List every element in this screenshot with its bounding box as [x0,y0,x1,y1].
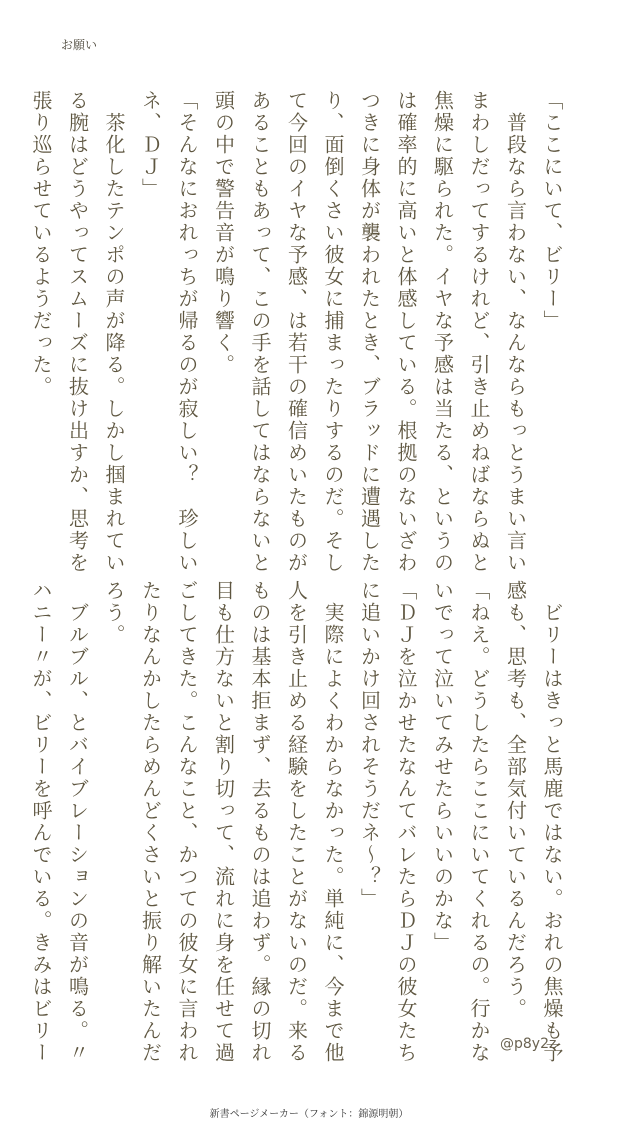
text-block-bottom: ビリーはきっと馬鹿ではない。おれの焦燥も予 感も、思考も、全部気付いているんだろう。 「ねえ。どうしたらここにいてくれるの。行かな いでって泣いてみせたらいいのかな」 「ＤＪを泣かせたなんてバレたらＤＪの彼女たち に追いかけ回されそうだネ〜？」 実際によくわからなかった。単純に、今まで他 人を引き止める経験をしたことがないのだ。来る ものは基本拒まず、去るものは追わず。縁の切れ 目も仕方ないと割り切って、流れに身を任せて過 ごしてきた。こんなこと、かつての彼女に言われ たりなんかしたらめんどくさいと振り解いたんだ ろう。 ブルブル、とバイブレーションの音が鳴る。〃 ハニー〃が、ビリーを呼んでいる。きみはビリー [29,580,564,1064]
page-header-title: お願い [61,38,98,52]
footer-credit: 新書ページメーカー（フォント：錦源明朝） [209,1109,409,1120]
author-handle: @p8y2z [500,1036,557,1052]
text-block-top: 「ここにいて、ビリー」 普段なら言わない、なんならもっとうまい言い まわしだってするけれど、引き止めねばならぬと 焦燥に駆られた。イヤな予感は当たる、というの は確率的に高いと体感している。根拠のないざわ つきに身体が襲われたとき、ブラッドに遭遇した り、面倒くさい彼女に捕まったりするのだ。そし て今回のイヤな予感、は若干の確信めいたものが あることもあって、この手を話してはならないと 頭の中で警告音が鳴り響く。 「そんなにおれっちが帰るのが寂しい？ 珍しい ネ、ＤＪ」 茶化したテンポの声が降る。しかし掴まれてい る腕はどうやってスムーズに抜け出すか、思考を 張り巡らせているようだった。 [29,90,564,574]
